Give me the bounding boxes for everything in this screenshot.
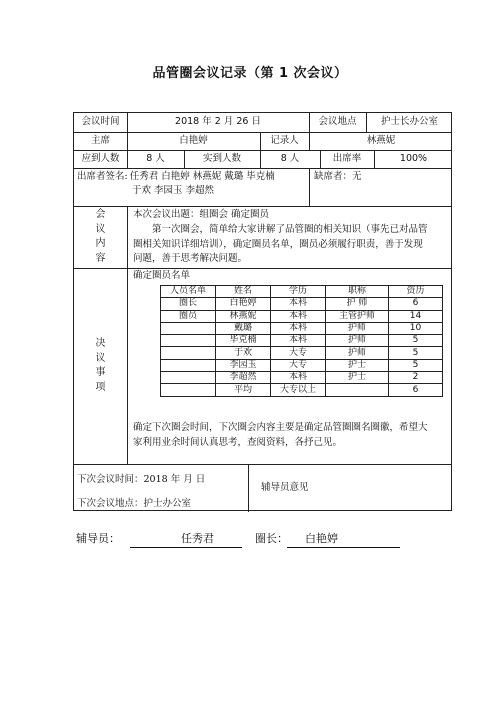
meeting-topic: 本次会议出题：组圈会 确定圈员 [133, 208, 270, 220]
member-role: 圈长 [161, 298, 216, 310]
member-name: 平均 [216, 384, 271, 396]
column-header: 资历 [389, 286, 443, 298]
signed-label: 出席者签名: [77, 170, 128, 182]
member-title: 护师 [326, 335, 389, 347]
member-name: 李园玉 [216, 359, 271, 371]
advisor-opinion-label: 辅导员意见 [261, 481, 309, 493]
member-role [161, 322, 216, 334]
member-table-header [161, 286, 443, 298]
leader-value: 白艳婷 [305, 532, 338, 545]
member-role [161, 384, 216, 396]
content-paragraph [133, 223, 449, 267]
member-education: 大专 [271, 347, 326, 359]
signed-names-1: 任秀君 白艳婷 林燕妮 戴璐 毕克楠 [129, 170, 275, 182]
member-title: 护师 [326, 347, 389, 359]
member-name: 林燕妮 [216, 310, 271, 322]
expected-count-value: 8 人 [146, 152, 165, 164]
leader-underline [287, 547, 400, 548]
decision-label-char: 议 [95, 352, 106, 364]
attendance-rate-value: 100% [399, 152, 428, 164]
col-divider [127, 206, 128, 464]
plan-line: 家利用业余时间认真思考，查阅资料，各抒己见。 [133, 436, 343, 448]
next-meeting-plan [133, 421, 449, 450]
member-role [161, 359, 216, 371]
member-title: 护 师 [326, 298, 389, 310]
member-title: 护师 [326, 322, 389, 334]
attendance-rate-label: 出席率 [332, 152, 362, 164]
table-row [161, 347, 443, 359]
member-title: 主管护师 [326, 310, 389, 322]
member-seniority: 10 [389, 322, 443, 334]
member-seniority: 2 [389, 372, 443, 384]
signed-names-2: 于欢 李园玉 李超然 [132, 184, 215, 196]
column-header: 人员名单 [161, 286, 216, 298]
table-row [161, 359, 443, 371]
table-row [161, 322, 443, 334]
absent-label: 缺席者：无 [314, 170, 362, 182]
next-meeting-place: 下次会议地点：护士办公室 [77, 497, 192, 509]
content-label-char: 容 [95, 252, 106, 264]
member-title: 护士 [326, 372, 389, 384]
member-name: 戴璐 [216, 322, 271, 334]
member-name: 毕克楠 [216, 335, 271, 347]
next-meeting-time: 下次会议时间：2018 年 月 日 [77, 473, 206, 485]
member-name: 于欢 [216, 347, 271, 359]
member-education: 大专 [271, 359, 326, 371]
member-seniority: 14 [389, 310, 443, 322]
content-label [74, 206, 127, 268]
member-education: 本科 [271, 310, 326, 322]
decision-label-char: 决 [95, 338, 106, 349]
row-divider [74, 206, 451, 207]
content-label-char: 议 [95, 223, 106, 235]
col-divider [309, 168, 310, 206]
row-divider [74, 464, 451, 465]
chair-label: 主席 [90, 134, 110, 146]
advisor-underline [130, 547, 242, 548]
member-role [161, 372, 216, 384]
table-row [161, 298, 443, 310]
member-role: 圈员 [161, 310, 216, 322]
table-row [161, 310, 443, 322]
content-label-char: 会 [95, 209, 106, 220]
member-list-title: 确定圈员名单 [133, 270, 191, 282]
member-role [161, 347, 216, 359]
member-seniority: 5 [389, 335, 443, 347]
decision-label-char: 事 [95, 367, 106, 378]
content-label-char: 内 [95, 238, 106, 249]
decision-label [74, 268, 127, 464]
member-education: 本科 [271, 298, 326, 310]
col-divider [248, 464, 249, 512]
member-table [160, 285, 443, 397]
row-divider [74, 268, 451, 269]
plan-line: 确定下次圈会时间，下次圈会内容主要是确定品管圈圈名圈徽，希望大 [133, 422, 428, 433]
meeting-time-label: 会议时间 [81, 116, 120, 128]
member-seniority: 6 [389, 298, 443, 310]
recorder-label: 记录人 [270, 134, 299, 146]
leader-label: 圈长： [255, 532, 288, 545]
table-row-average [161, 384, 443, 396]
member-seniority: 6 [389, 384, 443, 396]
member-education: 本科 [271, 335, 326, 347]
actual-count-label: 实到人数 [202, 152, 241, 164]
row-divider [74, 168, 451, 169]
member-seniority: 5 [389, 347, 443, 359]
signature-footer [73, 527, 453, 549]
meeting-place-value: 护士长办公室 [380, 116, 438, 128]
actual-count-value: 8 人 [280, 152, 300, 164]
chair-value: 白艳婷 [179, 134, 208, 146]
member-education: 大专以上 [271, 384, 326, 396]
column-header: 学历 [271, 286, 326, 298]
page-title: 品管圈会议记录（第 1 次会议） [152, 66, 348, 81]
column-header: 姓名 [216, 286, 271, 298]
advisor-value: 任秀君 [181, 532, 214, 545]
content-line: 圈相关知识详细培训），确定圈员名单，圈员必须履行职责，善于发现 [133, 238, 423, 250]
expected-count-label: 应到人数 [81, 152, 120, 164]
member-education: 本科 [271, 322, 326, 334]
meeting-place-label: 会议地点 [318, 116, 357, 128]
member-name: 李超然 [216, 372, 271, 384]
member-role [161, 335, 216, 347]
column-header: 职称 [326, 286, 389, 298]
member-name: 白艳婷 [216, 298, 271, 310]
content-line: 问题，善于思考解决问题。 [133, 253, 248, 265]
content-line: 第一次圈会，简单给大家讲解了品管圈的相关知识（事先已对品管 [152, 224, 428, 235]
signed-line-1 [77, 170, 275, 184]
member-title: 护士 [326, 359, 389, 371]
member-education: 本科 [271, 372, 326, 384]
meeting-time-value: 2018 年 2 月 26 日 [175, 116, 261, 128]
member-seniority: 5 [389, 359, 443, 371]
table-row [161, 372, 443, 384]
recorder-value: 林燕妮 [366, 134, 396, 146]
member-title [326, 384, 389, 396]
decision-label-char: 项 [95, 381, 106, 393]
table-row [161, 335, 443, 347]
advisor-label: 辅导员： [76, 532, 120, 545]
meeting-record-form [73, 112, 452, 511]
